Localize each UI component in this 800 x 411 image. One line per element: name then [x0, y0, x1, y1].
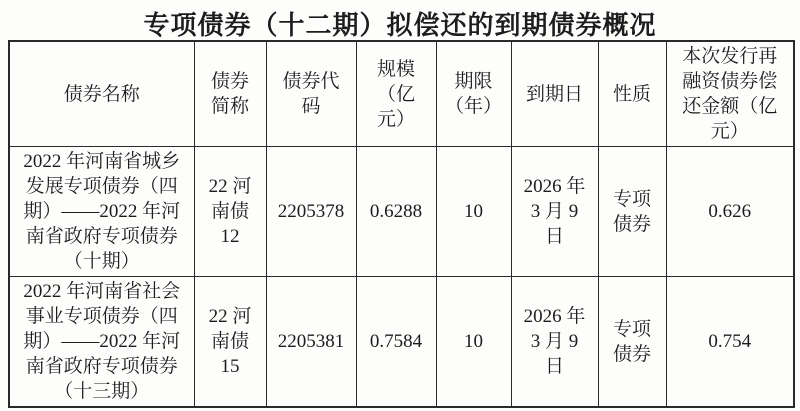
repay-amount-cell: 0.626 — [666, 147, 794, 277]
maturity-date-cell: 2026 年 3 月 9 日 — [511, 147, 598, 277]
scale-cell: 0.6288 — [356, 147, 436, 277]
column-header-repay-amount: 本次发行再融资债券偿还金额（亿元） — [666, 41, 794, 147]
bond-name-cell: 2022 年河南省社会事业专项债券（四期）——2022 年河南省政府专项债券（十三期） — [9, 277, 194, 408]
column-header-maturity-date: 到期日 — [511, 41, 598, 147]
column-header-term: 期限（年） — [436, 41, 511, 147]
column-header-nature: 性质 — [598, 41, 666, 147]
bond-short-name-cell: 22 河南债 15 — [194, 277, 266, 408]
scale-cell: 0.7584 — [356, 277, 436, 408]
column-header-short-name: 债券简称 — [194, 41, 266, 147]
bond-code-cell: 2205381 — [266, 277, 356, 408]
column-header-bond-name: 债券名称 — [9, 41, 194, 147]
term-cell: 10 — [436, 277, 511, 408]
bond-short-name-cell: 22 河南债 12 — [194, 147, 266, 277]
term-cell: 10 — [436, 147, 511, 277]
repay-amount-cell: 0.754 — [666, 277, 794, 408]
table-row — [9, 277, 794, 408]
column-header-scale: 规模（亿元） — [356, 41, 436, 147]
bond-name-cell: 2022 年河南省城乡发展专项债券（四期）——2022 年河南省政府专项债券（十期） — [9, 147, 194, 277]
nature-cell: 专项债券 — [598, 147, 666, 277]
column-header-bond-code: 债券代码 — [266, 41, 356, 147]
nature-cell: 专项债券 — [598, 277, 666, 408]
table-row — [9, 147, 794, 277]
maturity-date-cell: 2026 年 3 月 9 日 — [511, 277, 598, 408]
bond-table — [8, 40, 795, 408]
bond-code-cell: 2205378 — [266, 147, 356, 277]
page-title: 专项债券（十二期）拟偿还的到期债券概况 — [143, 11, 657, 40]
table-header-row — [9, 41, 794, 147]
